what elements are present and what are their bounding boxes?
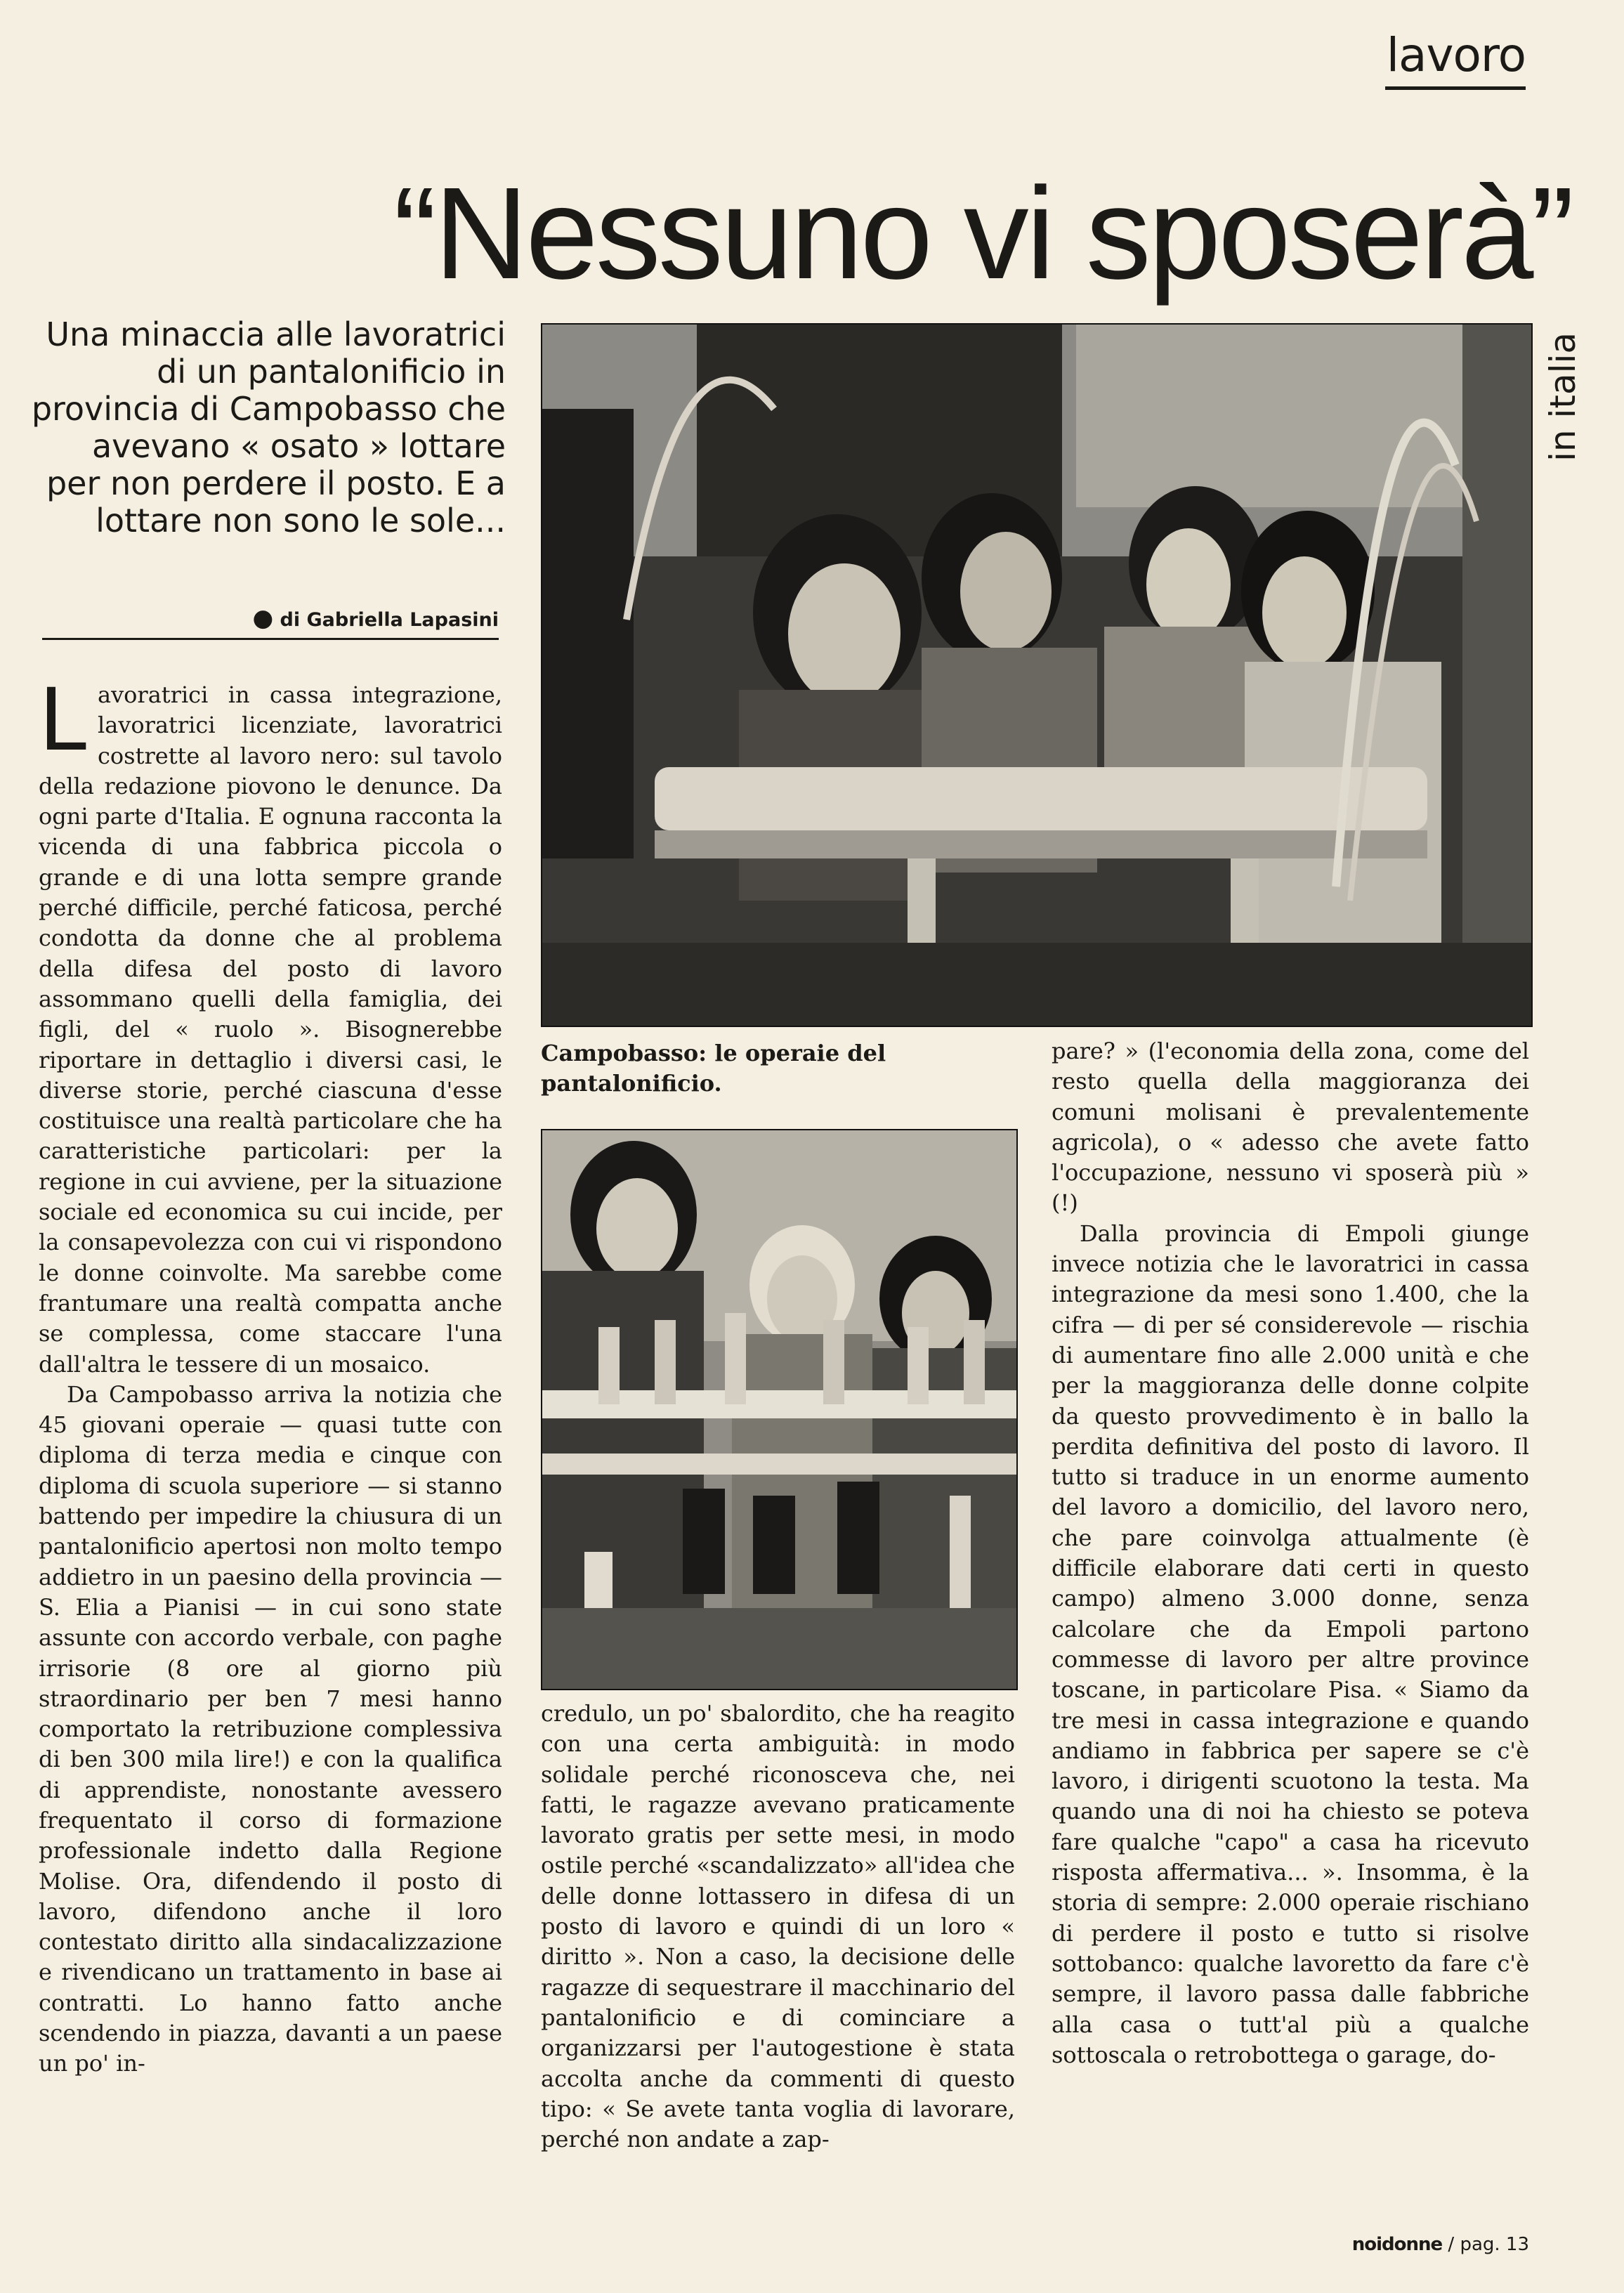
magazine-brand: noidonne (1351, 2234, 1443, 2255)
byline-bullet: ● (252, 604, 274, 632)
article-column-2 (541, 1699, 1015, 2190)
byline (42, 604, 499, 640)
article-paragraph-5: Dalla provincia di Empoli giunge invece notizia che le lavoratrici in cassa integrazione da mesi sono 1.400, che la cifra — di per sé considerevole — rischia di aumentare fino alle 2.000 unità e che per la maggioranza delle donne colpite da questo provvedimento è in ballo la perdita definitiva del posto di lavoro. Il tutto si traduce in un enorme aumento del lavoro a domicilio, del lavoro nero, che pare coinvolga attualmente (è difficile elaborare dati certi in questo campo) almeno 3.000 donne, senza calcolare che da Empoli partono commesse di lavoro per altre province toscane, in particolare Pisa. « Siamo da tre mesi in cassa integrazione e quando andiamo in fabbrica per sapere se c'è lavoro, i dirigenti scuotono la testa. Ma quando una di noi ha chiesto se poteva fare qualche "capo" a casa ha ricevuto risposta affermativa... ». Insomma, è la storia di sempre: 2.000 operaie rischiano di perdere il posto e tutto si risolve sottobanco: qualche lavoretto da fare c'è sempre, il lavoro passa dalle fabbriche alla casa o tutt'al più a qualche sottoscala o retrobottega o garage, do- (1052, 1220, 1529, 2068)
article-column-1 (39, 680, 502, 2190)
article-column-3 (1052, 1036, 1529, 2190)
page-footer (1352, 2234, 1529, 2255)
article-paragraph-3: credulo, un po' sbalordito, che ha reagito con una certa ambiguità: in modo solidale perché riconosceva che, nei fatti, le ragazze avevano praticamente lavorato gratis per sette mesi, in modo ostile perché «scandalizzato» all'idea che delle donne lottassero in difesa di un posto di lavoro e quindi di un loro « diritto ». Non a caso, la decisione delle ragazze di sequestrare il macchinario del pantalonificio e di cominciare a organizzarsi per l'autogestione è stata accolta anche da commenti di questo tipo: « Se avete tanta voglia di lavorare, perché non andate a zap- (541, 1700, 1015, 2153)
photo-workers-group (541, 323, 1533, 1027)
article-paragraph-4: pare? » (l'economia della zona, come del resto quella della maggioranza dei comuni molisani è prevalentemente agricola), o « adesso che avete fatto l'occupazione, nessuno vi sposerà più » (!) (1052, 1038, 1529, 1217)
headline: “Nessuno vi sposerà” (393, 161, 1572, 306)
article-paragraph-1-text: avoratrici in cassa integrazione, lavoratrici licenziate, lavoratrici costrette al lavoro nero: sul tavolo della redazione piovono le denunce. Da ogni parte d'Italia. E ognuna racconta la vicenda di una fabbrica piccola o grande e di una lotta sempre grande perché difficile, perché faticosa, perché condotta da donne che al problema della difesa del posto di lavoro assommano quelli della famiglia, dei figli, del « ruolo ». Bisognerebbe riportare in dettaglio i diversi casi, le diverse storie, perché ciascuna d'esse costituisce una realtà particolare che ha caratteristiche particolari: per la regione in cui avviene, per la situazione sociale ed economica su cui incide, per la consapevolezza con cui vi rispondono le donne coinvolte. Ma sarebbe come frantumare una realtà compatta anche se complessa, come staccare l'una dall'altra le tessere di un mosaico. (39, 681, 502, 1378)
photo-workers-spools (541, 1129, 1018, 1690)
photo-workers-group-graphic (542, 325, 1531, 1026)
byline-author: di Gabriella Lapasini (280, 609, 499, 631)
photo-caption: Campobasso: le operaie del pantalonificio. (541, 1040, 886, 1097)
side-tab (1542, 320, 1584, 474)
drop-cap: L (39, 680, 86, 770)
section-label: lavoro (1385, 28, 1526, 90)
article-paragraph-1 (39, 680, 502, 1380)
article-paragraph-2: Da Campobasso arriva la notizia che 45 giovani operaie — quasi tutte con diploma di terza media e cinque con diploma di scuola superiore — si stanno battendo per impedire la chiusura di un pantalonificio apertosi non molto tempo addietro in un paesino della provincia — S. Elia a Pianisi — in cui sono state assunte con accordo verbale, con paghe irrisorie (8 ore al giorno più straordinario per ben 7 mesi hanno comportato la retribuzione complessiva di ben 300 mila lire!) e con la qualifica di apprendiste, nonostante avessero frequentato il corso di formazione professionale indetto dalla Regione Molise. Ora, difendendo il posto di lavoro, difendono anche il loro contestato diritto alla sindacalizzazione e rivendicano un trattamento in base ai contratti. Lo hanno fatto anche scendendo in piazza, davanti a un paese un po' in- (39, 1380, 502, 2077)
subtitle: Una minaccia alle lavoratrici di un pantalonificio in provincia di Campobasso che avevano « osato » lottare per non perdere il posto. E a lottare non sono le sole... (31, 315, 506, 540)
photo-workers-spools-graphic (542, 1130, 1016, 1689)
page-number: / pag. 13 (1448, 2234, 1529, 2255)
side-tab-label: in italia (1543, 332, 1583, 462)
